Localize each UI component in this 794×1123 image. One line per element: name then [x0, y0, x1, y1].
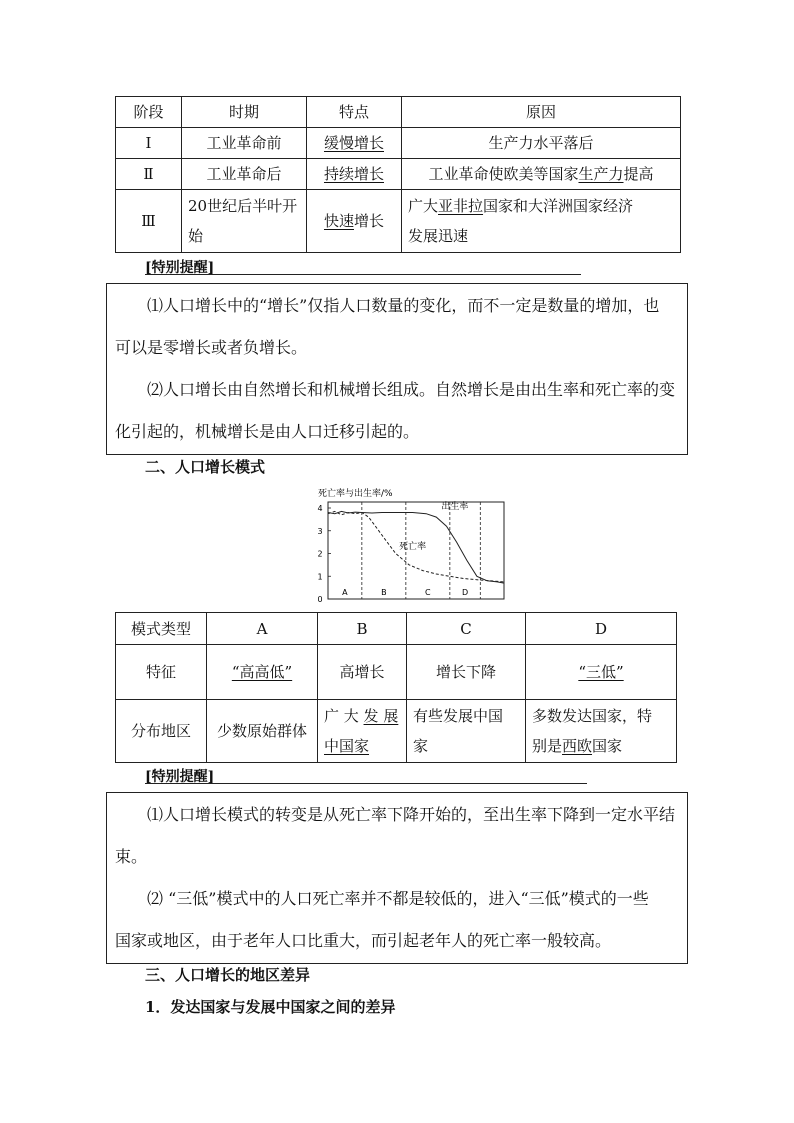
y-tick-label: 2: [317, 549, 323, 559]
row-label: 分布地区: [116, 700, 207, 763]
tip-text: 可以是零增长或者负增长。: [115, 338, 308, 357]
cell-b: 高增长: [318, 645, 407, 700]
tip-box: [106, 283, 688, 455]
tip-label: [特别提醒]: [145, 769, 215, 785]
y-tick-label: 0: [317, 595, 323, 604]
y-tick-label: 1: [317, 572, 323, 582]
table-row: [116, 128, 681, 159]
cell-period: 工业革命后: [182, 159, 307, 190]
model-table: [115, 612, 677, 763]
table-row: [116, 645, 677, 700]
tip-text: ⑴人口增长中的“增长”仅指人口数量的变化，而不一定是数量的增加，也: [147, 296, 660, 315]
region-line: 多数发达国家，特: [532, 707, 653, 725]
cell-a: [207, 645, 318, 700]
region-line: 有些发展中国: [413, 707, 504, 725]
section-title: 二、人口增长模式: [145, 458, 266, 476]
cell-reason: [402, 159, 681, 190]
cell-feature: [307, 190, 402, 253]
stage-label: A: [342, 588, 348, 597]
stage-table: [115, 96, 681, 253]
header-reason: 原因: [402, 97, 681, 128]
tip-text: ⑵人口增长由自然增长和机械增长组成。自然增长是由出生率和死亡率的变: [147, 380, 676, 399]
stage-label: D: [461, 588, 469, 597]
feature-key: 快速: [323, 212, 354, 230]
population-chart: [312, 484, 512, 606]
cell-stage: Ⅰ: [116, 128, 182, 159]
tip-text: 束。: [115, 847, 148, 866]
reason-key: 生产力: [578, 165, 624, 183]
chart-title: 死亡率与出生率/%: [318, 489, 393, 499]
feature-text: 缓慢增长: [323, 134, 384, 152]
reason-text: 工业革命使欧美等国家: [428, 165, 579, 183]
reason-key: 亚非拉: [438, 197, 484, 215]
period-line: 始: [188, 227, 204, 245]
table-row: [116, 159, 681, 190]
header-stage: 阶段: [116, 97, 182, 128]
reason-line: 发展迅速: [408, 227, 469, 245]
reason-text: 提高: [623, 165, 654, 183]
cell-reason: [402, 190, 681, 253]
y-tick-label: 3: [317, 526, 323, 536]
tip-text: 国家或地区，由于老年人口比重大，而引起老年人的死亡率一般较高。: [115, 931, 612, 950]
reason-text: 广大: [408, 197, 439, 215]
reason-text: 国家和大洋洲国家经济: [483, 197, 634, 215]
stage-label: C: [425, 588, 431, 597]
cell-reason: 生产力水平落后: [402, 128, 681, 159]
cell-period: 工业革命前: [182, 128, 307, 159]
cell-period: [182, 190, 307, 253]
feature-text: “高高低”: [231, 663, 293, 681]
tip-text: ⑵ “三低”模式中的人口死亡率并不都是较低的，进入“三低”模式的一些: [147, 889, 649, 908]
header-c: C: [407, 613, 526, 645]
cell-a: 少数原始群体: [207, 700, 318, 763]
cell-feature: [307, 159, 402, 190]
header-d: D: [526, 613, 677, 645]
feature-text: 持续增长: [323, 165, 384, 183]
tip-box: [106, 792, 688, 964]
header-b: B: [318, 613, 407, 645]
header-period: 时期: [182, 97, 307, 128]
region-key: 西欧: [562, 737, 593, 755]
period-line: 20世纪后半叶开: [188, 197, 298, 215]
section-title: 三、人口增长的地区差异: [145, 966, 311, 984]
cell-b: [318, 700, 407, 763]
header-feature: 特点: [307, 97, 402, 128]
row-label: 特征: [116, 645, 207, 700]
tip-text: ⑴人口增长模式的转变是从死亡率下降开始的，至出生率下降到一定水平结: [147, 805, 676, 824]
table-row: [116, 700, 677, 763]
cell-stage: Ⅲ: [116, 190, 182, 253]
birth-rate-label: 出生率: [441, 502, 469, 513]
tip-underline: [145, 274, 581, 275]
cell-d: [526, 700, 677, 763]
tip-label: [特别提醒]: [145, 260, 215, 276]
cell-c: 增长下降: [407, 645, 526, 700]
chart-plot: [317, 500, 504, 604]
cell-d: [526, 645, 677, 700]
feature-text: “三低”: [578, 663, 624, 681]
region-text: 别是: [532, 737, 563, 755]
cell-feature: [307, 128, 402, 159]
section-subtitle: 1．发达国家与发展中国家之间的差异: [145, 998, 396, 1016]
cell-c: [407, 700, 526, 763]
cell-stage: Ⅱ: [116, 159, 182, 190]
death-rate-label: 死亡率: [399, 541, 427, 552]
feature-text: 增长: [354, 212, 385, 230]
tip-underline: [145, 783, 587, 784]
y-tick-label: 4: [317, 504, 323, 513]
region-key: 中国家: [324, 737, 370, 755]
header-a: A: [207, 613, 318, 645]
region-line: 家: [413, 737, 429, 755]
region-text: 广 大: [324, 707, 364, 725]
stage-label: B: [381, 588, 387, 597]
region-key: 发 展: [363, 707, 399, 725]
region-text: 国家: [592, 737, 623, 755]
tip-text: 化引起的，机械增长是由人口迁移引起的。: [115, 422, 420, 441]
table-row: [116, 190, 681, 253]
header-model: 模式类型: [116, 613, 207, 645]
